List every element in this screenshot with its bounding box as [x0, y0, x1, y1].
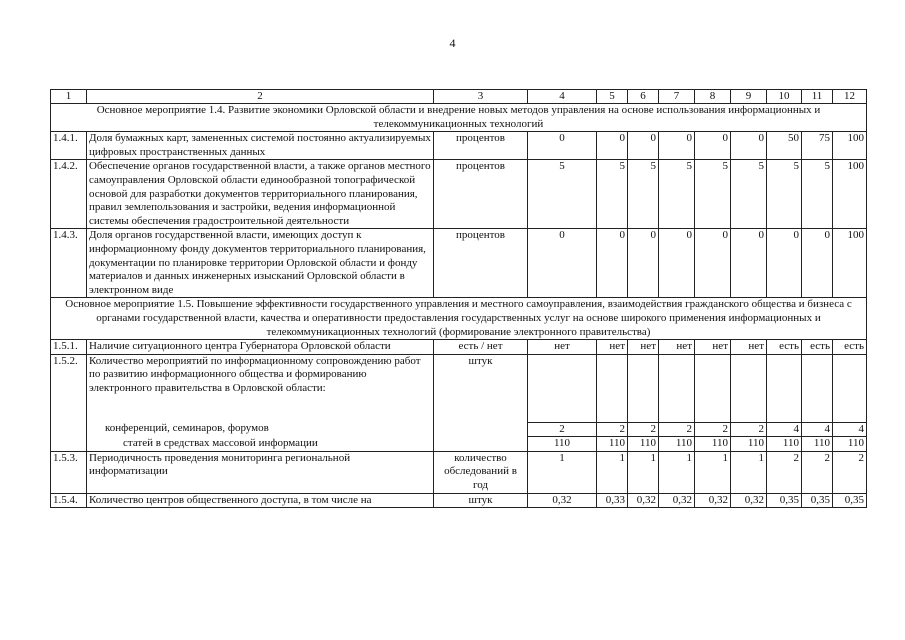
value-cell: 1	[528, 451, 597, 493]
value-cell: 0	[731, 132, 767, 160]
header-cell: 8	[695, 90, 731, 104]
header-cell: 10	[767, 90, 802, 104]
header-cell: 7	[659, 90, 695, 104]
value-cell: 2	[731, 422, 767, 437]
row-unit: процентов	[434, 132, 528, 160]
value-cell: есть	[767, 340, 802, 355]
header-cell: 11	[802, 90, 833, 104]
table-row	[51, 229, 867, 298]
value-cell: 110	[597, 437, 628, 452]
value-cell: 0,35	[833, 493, 867, 508]
value-cell: 110	[695, 437, 731, 452]
section-title-1-4: Основное мероприятие 1.4. Развитие экономики Орловской области и внедрение новых методов управления на основе использования информационных и телекоммуникационных технологий	[51, 104, 867, 132]
value-cell: 2	[659, 422, 695, 437]
header-cell: 9	[731, 90, 767, 104]
row-unit: процентов	[434, 229, 528, 298]
row-unit: есть / нет	[434, 340, 528, 355]
header-cell: 2	[87, 90, 434, 104]
header-cell: 5	[597, 90, 628, 104]
value-cell: 110	[767, 437, 802, 452]
value-cell: 0,35	[767, 493, 802, 508]
row-id: 1.5.4.	[51, 493, 87, 508]
row-unit: штук	[434, 354, 528, 451]
value-cell: 2	[597, 422, 628, 437]
value-cell: 5	[731, 160, 767, 229]
value-cell: 1	[659, 451, 695, 493]
row-unit: штук	[434, 493, 528, 508]
value-cell: 0	[802, 229, 833, 298]
value-cell: 2	[833, 451, 867, 493]
subrow-name: конференций, семинаров, форумов	[87, 422, 434, 437]
value-cell: 0	[659, 229, 695, 298]
value-cell: 100	[833, 132, 867, 160]
indicators-table	[50, 89, 867, 508]
row-id: 1.4.1.	[51, 132, 87, 160]
value-cell: 0	[528, 229, 597, 298]
row-name: Обеспечение органов государственной власти, а также органов местного самоуправления Орловской области единообразной топографической основой для разработки документов территориального планирования, правил землепользования и застройки, ведения информационной системы обеспечения градостроительной деятельности	[87, 160, 434, 229]
value-cell: 5	[597, 160, 628, 229]
header-cell: 6	[628, 90, 659, 104]
value-cell: 1	[628, 451, 659, 493]
value-cell: нет	[528, 340, 597, 355]
table-row	[51, 132, 867, 160]
row-name: Доля бумажных карт, замененных системой постоянно актуализируемых цифровых пространственных данных	[87, 132, 434, 160]
value-cell: 2	[628, 422, 659, 437]
value-cell: 0,35	[802, 493, 833, 508]
value-cell: 0,32	[695, 493, 731, 508]
row-id: 1.5.3.	[51, 451, 87, 493]
value-cell: 4	[833, 422, 867, 437]
table-row	[51, 354, 867, 422]
value-cell: 4	[767, 422, 802, 437]
value-cell: есть	[833, 340, 867, 355]
value-cell: 0	[659, 132, 695, 160]
table-row	[51, 451, 867, 493]
value-cell: 2	[695, 422, 731, 437]
value-cell: 0	[528, 132, 597, 160]
value-cell: 0,32	[628, 493, 659, 508]
page-number: 4	[449, 36, 456, 50]
table-row	[51, 493, 867, 508]
table-row	[51, 160, 867, 229]
value-cell: 0	[767, 229, 802, 298]
value-cell: 110	[528, 437, 597, 452]
value-cell: нет	[628, 340, 659, 355]
header-cell: 4	[528, 90, 597, 104]
value-cell: 75	[802, 132, 833, 160]
value-cell: 0,33	[597, 493, 628, 508]
value-cell: 4	[802, 422, 833, 437]
value-cell: 110	[628, 437, 659, 452]
row-name: Количество мероприятий по информационному сопровождению работ по развитию информационного общества и формированию электронного правительства в Орловской области:	[87, 354, 434, 422]
value-cell: 100	[833, 229, 867, 298]
value-cell: 0	[695, 229, 731, 298]
subrow-name: статей в средствах массовой информации	[87, 437, 434, 452]
value-cell: 0	[731, 229, 767, 298]
value-cell: 5	[659, 160, 695, 229]
header-cell: 1	[51, 90, 87, 104]
value-cell: нет	[659, 340, 695, 355]
value-cell: 1	[695, 451, 731, 493]
header-cell: 3	[434, 90, 528, 104]
row-name: Количество центров общественного доступа, в том числе на	[87, 493, 434, 508]
value-cell: 0	[597, 132, 628, 160]
value-cell: 110	[659, 437, 695, 452]
row-id: 1.5.2.	[51, 354, 87, 451]
value-cell: 2	[528, 422, 597, 437]
section-title-1-5: Основное мероприятие 1.5. Повышение эффективности государственного управления и местного самоуправления, взаимодействия гражданского общества и бизнеса с органами государственной власти, качества и оперативности предоставления государственных услуг на основе широкого применения информационных и телекоммуникационных технологий (формирование электронного правительства)	[51, 298, 867, 340]
value-cell: 0,32	[528, 493, 597, 508]
value-cell: 5	[628, 160, 659, 229]
row-unit: количество обследований в год	[434, 451, 528, 493]
value-cell: 0	[628, 132, 659, 160]
value-cell: 0,32	[659, 493, 695, 508]
row-name: Периодичность проведения мониторинга региональной информатизации	[87, 451, 434, 493]
header-row	[51, 90, 867, 104]
row-id: 1.5.1.	[51, 340, 87, 355]
value-cell: 0	[628, 229, 659, 298]
value-cell: 50	[767, 132, 802, 160]
row-name: Наличие ситуационного центра Губернатора Орловской области	[87, 340, 434, 355]
value-cell: 1	[731, 451, 767, 493]
value-cell: 5	[802, 160, 833, 229]
value-cell: 0	[695, 132, 731, 160]
value-cell: 5	[767, 160, 802, 229]
value-cell: 110	[802, 437, 833, 452]
value-cell: 110	[833, 437, 867, 452]
value-cell: нет	[597, 340, 628, 355]
table-row	[51, 340, 867, 355]
value-cell: есть	[802, 340, 833, 355]
value-cell: 100	[833, 160, 867, 229]
row-id: 1.4.2.	[51, 160, 87, 229]
value-cell: 1	[597, 451, 628, 493]
value-cell: 0,32	[731, 493, 767, 508]
value-cell: 0	[597, 229, 628, 298]
value-cell: нет	[731, 340, 767, 355]
section-row	[51, 298, 867, 340]
row-name: Доля органов государственной власти, имеющих доступ к информационному фонду документов территориального планирования, документации по планировке территории Орловской области и фонду материалов и данных инженерных изысканий Орловской области в электронном виде	[87, 229, 434, 298]
value-cell: 2	[802, 451, 833, 493]
row-unit: процентов	[434, 160, 528, 229]
value-cell: нет	[695, 340, 731, 355]
value-cell: 2	[767, 451, 802, 493]
row-id: 1.4.3.	[51, 229, 87, 298]
section-row	[51, 104, 867, 132]
header-cell: 12	[833, 90, 867, 104]
value-cell: 110	[731, 437, 767, 452]
value-cell: 5	[528, 160, 597, 229]
value-cell: 5	[695, 160, 731, 229]
